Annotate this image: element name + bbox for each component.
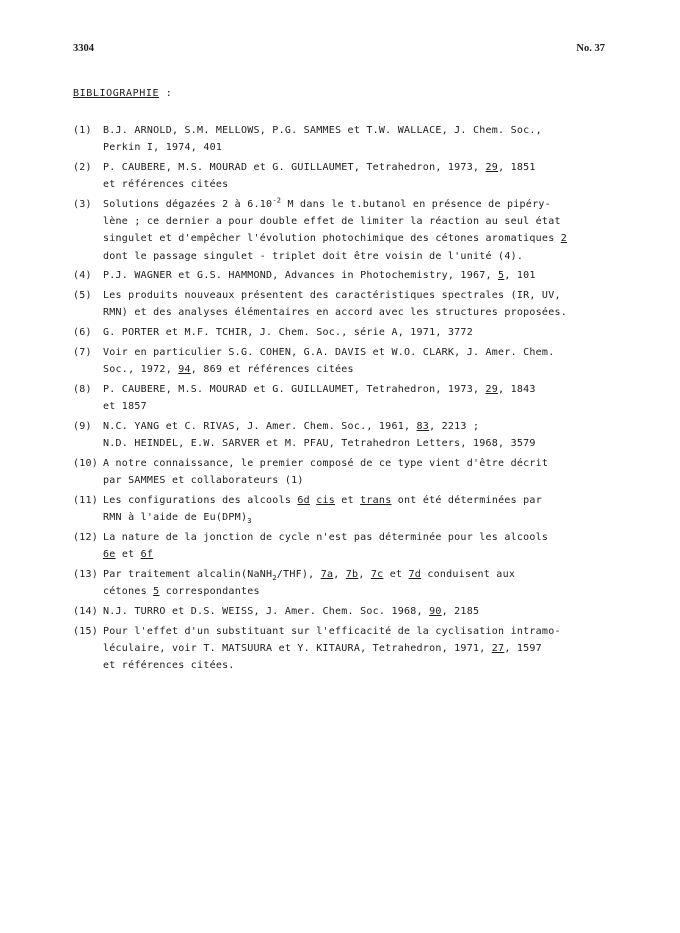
reference-line <box>103 381 608 398</box>
reference-text: M dans le t.butanol en présence de pipéry- <box>281 199 551 210</box>
exponent: -2 <box>272 196 282 205</box>
reference-text: correspondantes <box>159 586 260 598</box>
reference-line: par SAMMES et collaborateurs (1) <box>103 475 304 487</box>
reference-line <box>103 509 608 526</box>
compound-number: 6e <box>103 549 116 561</box>
reference-text: , 1843 <box>498 384 536 395</box>
reference-item <box>73 159 608 193</box>
volume-number: 5 <box>498 270 505 282</box>
reference-item <box>73 324 608 341</box>
reference-number: (1) <box>73 125 92 136</box>
reference-text: ont été déterminées par <box>391 495 542 506</box>
volume-number: 27 <box>491 643 505 654</box>
reference-line <box>103 583 608 600</box>
reference-number: (5) <box>73 290 92 302</box>
reference-line <box>103 230 608 247</box>
reference-line: Pour l'effet d'un substituant sur l'efficacité de la cyclisation intramo- <box>103 625 561 637</box>
reference-line: et 1857 <box>103 401 147 413</box>
reference-text: P. CAUBERE, M.S. MOURAD et G. GUILLAUMET, Tetrahedron, 1973, <box>103 162 486 173</box>
reference-text: P. CAUBERE, M.S. MOURAD et G. GUILLAUMET, Tetrahedron, 1973, <box>103 384 486 395</box>
reference-line: La nature de la jonction de cycle n'est pas déterminée pour les alcools <box>103 532 549 543</box>
reference-line: et références citées. <box>103 660 235 672</box>
reference-line: B.J. ARNOLD, S.M. MELLOWS, P.G. SAMMES et T.W. WALLACE, J. Chem. Soc., <box>103 125 542 136</box>
reference-text: N.C. YANG et C. RIVAS, J. Amer. Chem. Soc., 1961, <box>103 421 417 432</box>
reference-line: G. PORTER et M.F. TCHIR, J. Chem. Soc., série A, 1971, 3772 <box>103 327 473 339</box>
reference-line: Les produits nouveaux présentent des caractéristiques spectrales (IR, UV, <box>103 290 561 302</box>
reference-text: , <box>358 569 371 580</box>
reference-item <box>73 492 608 526</box>
reference-text: , <box>333 569 346 580</box>
reference-line: Voir en particulier S.G. COHEN, G.A. DAVIS et W.O. CLARK, J. Amer. Chem. <box>103 347 555 358</box>
reference-item <box>73 287 608 321</box>
reference-text: et <box>115 549 141 561</box>
reference-text: , 869 et références citées <box>190 364 354 376</box>
reference-line: N.D. HEINDEL, E.W. SARVER et M. PFAU, Tetrahedron Letters, 1968, 3579 <box>103 438 536 450</box>
page-number: 3304 <box>73 43 94 54</box>
reference-line: lène ; ce dernier a pour double effet de limiter la réaction au seul état <box>103 216 561 228</box>
reference-text: Les configurations des alcools <box>103 495 298 506</box>
reference-number: (14) <box>73 606 99 617</box>
reference-line <box>103 603 608 620</box>
compound-number: 7d <box>408 569 422 580</box>
compound-number: 7a <box>320 569 334 580</box>
compound-number: 5 <box>153 586 160 598</box>
reference-line <box>103 159 608 176</box>
reference-line <box>103 640 608 657</box>
reference-list <box>73 122 608 677</box>
reference-text: , 2213 ; <box>429 421 480 432</box>
reference-line: dont le passage singulet - triplet doit être voisin de l'unité (4). <box>103 250 524 262</box>
compound-number: 6f <box>140 549 154 561</box>
reference-number: (7) <box>73 347 92 358</box>
section-title-text: BIBLIOGRAPHIE <box>73 88 160 99</box>
reference-line: RMN) et des analyses élémentaires en accord avec les structures proposées. <box>103 307 568 319</box>
compound-number: 7b <box>345 569 359 580</box>
reference-number: (15) <box>73 625 99 637</box>
reference-line: Perkin I, 1974, 401 <box>103 142 223 154</box>
reference-line <box>103 566 608 583</box>
reference-number: (2) <box>73 162 92 173</box>
reference-text: léculaire, voir T. MATSUURA et Y. KITAURA, Tetrahedron, 1971, <box>103 643 492 654</box>
reference-number: (13) <box>73 569 99 580</box>
issue-number: No. 37 <box>576 43 605 54</box>
volume-number: 94 <box>178 364 191 376</box>
stereo-descriptor: trans <box>360 495 392 506</box>
reference-number: (11) <box>73 495 99 506</box>
reference-text: Solutions dégazées 2 à 6.10 <box>103 199 273 210</box>
reference-number: (10) <box>73 458 99 469</box>
reference-text: N.J. TURRO et D.S. WEISS, J. Amer. Chem. Soc. 1968, <box>103 606 430 617</box>
subscript: 2 <box>272 574 277 582</box>
volume-number: 83 <box>416 421 430 432</box>
reference-line <box>103 492 608 509</box>
reference-number: (6) <box>73 327 92 339</box>
section-title <box>73 88 172 99</box>
reference-line <box>103 196 608 213</box>
reference-text: Soc., 1972, <box>103 364 179 376</box>
compound-number: 7c <box>370 569 384 580</box>
reference-line <box>103 418 608 435</box>
reference-number: (8) <box>73 384 92 395</box>
reference-text: , 101 <box>504 270 536 282</box>
stereo-descriptor: cis <box>316 495 336 506</box>
reference-number: (12) <box>73 532 99 543</box>
reference-line: A notre connaissance, le premier composé de ce type vient d'être décrit <box>103 458 549 469</box>
reference-text: singulet et d'empêcher l'évolution photochimique des cétones aromatiques <box>103 233 561 245</box>
reference-text: , 1851 <box>498 162 536 173</box>
reference-item <box>73 267 608 284</box>
reference-item <box>73 122 608 156</box>
reference-number: (4) <box>73 270 92 282</box>
volume-number: 29 <box>485 162 499 173</box>
reference-text: , 2185 <box>441 606 480 617</box>
volume-number: 29 <box>485 384 499 395</box>
reference-item <box>73 455 608 489</box>
reference-item <box>73 344 608 378</box>
reference-text: Par traitement alcalin(NaNH <box>103 569 273 580</box>
reference-text: P.J. WAGNER et G.S. HAMMOND, Advances in Photochemistry, 1967, <box>103 270 499 282</box>
reference-text: et <box>335 495 361 506</box>
volume-number: 90 <box>429 606 442 617</box>
reference-text: conduisent aux <box>421 569 516 580</box>
reference-number: (9) <box>73 421 92 432</box>
reference-line: et références citées <box>103 179 229 191</box>
reference-text: cétones <box>103 586 154 598</box>
reference-text: /THF), <box>276 569 321 580</box>
compound-number: 2 <box>560 233 568 245</box>
reference-text: , 1597 <box>504 643 542 654</box>
reference-line <box>103 267 608 284</box>
reference-text: et <box>383 569 409 580</box>
reference-number: (3) <box>73 199 92 210</box>
reference-text: RMN à l'aide de Eu(DPM) <box>103 512 248 524</box>
reference-item <box>73 566 608 600</box>
subscript: 3 <box>247 517 252 526</box>
reference-item <box>73 623 608 675</box>
section-title-colon: : <box>159 88 173 99</box>
reference-item <box>73 529 608 563</box>
reference-line <box>103 546 608 563</box>
reference-item <box>73 381 608 415</box>
reference-item <box>73 418 608 452</box>
compound-number: 6d <box>297 495 310 506</box>
reference-item <box>73 196 608 265</box>
reference-line <box>103 361 608 378</box>
reference-item <box>73 603 608 620</box>
